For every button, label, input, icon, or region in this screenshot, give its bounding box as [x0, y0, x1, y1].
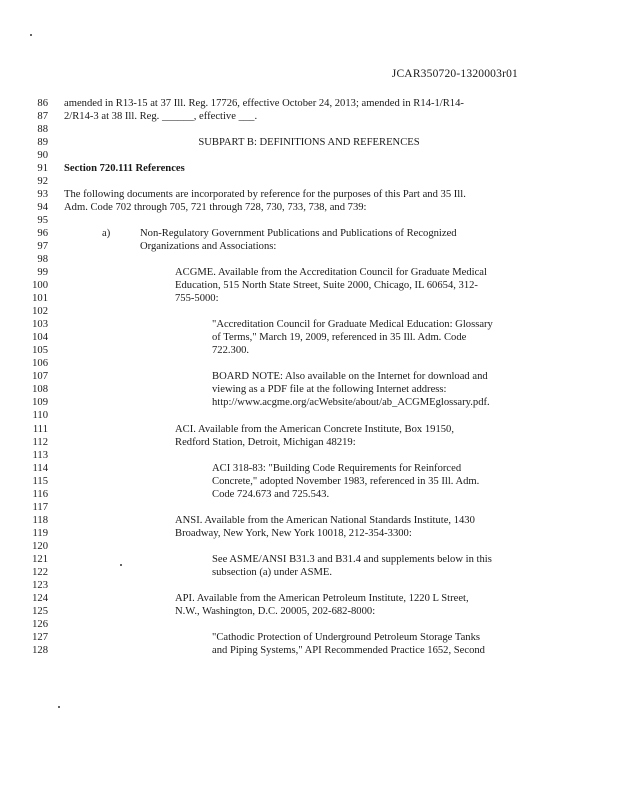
- document-line: [0, 580, 618, 593]
- line-text: Broadway, New York, New York 10018, 212-354-3300:: [175, 527, 412, 539]
- line-text: subsection (a) under ASME.: [212, 566, 333, 578]
- document-line: [0, 163, 618, 176]
- line-text: http://www.acgme.org/acWebsite/about/ab_ACGMEglossary.pdf.: [212, 397, 490, 409]
- document-line: [0, 554, 618, 567]
- line-text: Concrete," adopted November 1983, referenced in 35 Ill. Adm.: [212, 475, 480, 487]
- document-line: [0, 319, 618, 332]
- line-number: 106: [32, 358, 48, 370]
- speck-mark: [58, 706, 60, 708]
- document-line: [0, 98, 618, 111]
- document-line: [0, 463, 618, 476]
- document-line: [0, 111, 618, 124]
- document-line: [0, 502, 618, 515]
- document-line: [0, 645, 618, 658]
- line-number: 126: [32, 618, 48, 630]
- line-number: 101: [32, 293, 48, 305]
- line-text: of Terms," March 19, 2009, referenced in 35 Ill. Adm. Code: [212, 332, 467, 344]
- document-line: [0, 189, 618, 202]
- document-line: [0, 632, 618, 645]
- line-number: 94: [37, 202, 48, 214]
- document-line: [0, 384, 618, 397]
- line-number: 123: [32, 579, 48, 591]
- document-line: [0, 593, 618, 606]
- line-text: ANSI. Available from the American National Standards Institute, 1430: [175, 514, 475, 526]
- line-text: Adm. Code 702 through 705, 721 through 728, 730, 733, 738, and 739:: [64, 202, 367, 214]
- speck-mark: [120, 564, 122, 566]
- document-line: [0, 293, 618, 306]
- line-number: 90: [37, 150, 48, 162]
- line-text: amended in R13-15 at 37 Ill. Reg. 17726, effective October 24, 2013; amended in R14-1/R14-: [64, 98, 464, 109]
- line-number: 100: [32, 280, 48, 292]
- line-number: 93: [37, 189, 48, 201]
- subpart-heading: SUBPART B: DEFINITIONS AND REFERENCES: [198, 137, 420, 149]
- document-line: [0, 137, 618, 150]
- document-line: [0, 528, 618, 541]
- line-text: Organizations and Associations:: [140, 241, 277, 253]
- document-line: [0, 215, 618, 228]
- line-number: 108: [32, 384, 48, 396]
- document-line: [0, 489, 618, 502]
- line-text: and Piping Systems," API Recommended Practice 1652, Second: [212, 644, 485, 656]
- line-text: Non-Regulatory Government Publications and Publications of Recognized: [140, 228, 457, 240]
- document-line: [0, 567, 618, 580]
- speck-mark: [30, 34, 32, 36]
- line-number: 103: [32, 319, 48, 331]
- document-line: [0, 345, 618, 358]
- line-number: 112: [32, 436, 48, 448]
- document-line: [0, 150, 618, 163]
- document-line: [0, 306, 618, 319]
- line-text: viewing as a PDF file at the following Internet address:: [212, 384, 447, 396]
- document-line: [0, 437, 618, 450]
- line-number: 105: [32, 345, 48, 357]
- line-number: 125: [32, 605, 48, 617]
- document-line: [0, 606, 618, 619]
- line-number: 116: [32, 488, 48, 500]
- document-line: [0, 410, 618, 423]
- line-number: 114: [32, 462, 48, 474]
- document-line: [0, 228, 618, 241]
- line-number: 117: [32, 501, 48, 513]
- line-number: 92: [37, 176, 48, 188]
- line-text: Redford Station, Detroit, Michigan 48219:: [175, 436, 356, 448]
- document-line: [0, 541, 618, 554]
- line-number: 104: [32, 332, 48, 344]
- line-number: 110: [32, 410, 48, 422]
- line-text: ACI. Available from the American Concrete Institute, Box 19150,: [175, 423, 455, 435]
- line-number: 122: [32, 566, 48, 578]
- document-line: [0, 619, 618, 632]
- line-text: Code 724.673 and 725.543.: [212, 488, 330, 500]
- line-text: BOARD NOTE: Also available on the Internet for download and: [212, 371, 488, 383]
- document-line: [0, 515, 618, 528]
- line-text: ACI 318-83: "Building Code Requirements for Reinforced: [212, 462, 462, 474]
- document-line: [0, 397, 618, 410]
- line-number: 118: [32, 514, 48, 526]
- line-text: ACGME. Available from the Accreditation Council for Graduate Medical: [175, 267, 487, 279]
- line-text: 2/R14-3 at 38 Ill. Reg. ______, effective ___.: [64, 111, 258, 123]
- line-text: 755-5000:: [175, 293, 219, 305]
- line-number: 109: [32, 397, 48, 409]
- line-number: 121: [32, 553, 48, 565]
- line-number: 115: [32, 475, 48, 487]
- document-line: [0, 280, 618, 293]
- line-number: 119: [32, 527, 48, 539]
- document-line: [0, 202, 618, 215]
- line-number: 120: [32, 540, 48, 552]
- line-number: 102: [32, 306, 48, 318]
- line-text: N.W., Washington, D.C. 20005, 202-682-8000:: [175, 605, 376, 617]
- line-text: Education, 515 North State Street, Suite 2000, Chicago, IL 60654, 312-: [175, 280, 478, 292]
- line-number: 113: [32, 449, 48, 461]
- document-line: [0, 476, 618, 489]
- line-number: 124: [32, 592, 48, 604]
- line-number: 107: [32, 371, 48, 383]
- line-text: API. Available from the American Petroleum Institute, 1220 L Street,: [175, 592, 469, 604]
- line-number: 96: [37, 228, 48, 240]
- line-number: 99: [37, 267, 48, 279]
- line-number: 111: [32, 423, 48, 435]
- line-text: See ASME/ANSI B31.3 and B31.4 and supplements below in this: [212, 553, 492, 565]
- line-number: 128: [32, 644, 48, 656]
- line-text: "Cathodic Protection of Underground Petroleum Storage Tanks: [212, 631, 480, 643]
- line-text: 722.300.: [212, 345, 250, 357]
- document-line: [0, 124, 618, 137]
- document-line: [0, 358, 618, 371]
- line-number: 97: [37, 241, 48, 253]
- line-text: "Accreditation Council for Graduate Medical Education: Glossary: [212, 319, 493, 331]
- line-number: 95: [37, 215, 48, 227]
- document-line: [0, 267, 618, 280]
- line-number: 87: [37, 111, 48, 123]
- line-number: 86: [37, 98, 48, 109]
- section-heading: Section 720.111 References: [64, 163, 185, 175]
- document-line: [0, 371, 618, 384]
- document-line: [0, 424, 618, 437]
- line-number: 91: [37, 163, 48, 175]
- document-line: [0, 332, 618, 345]
- line-number: 88: [37, 124, 48, 136]
- document-line: [0, 450, 618, 463]
- subsection-marker: a): [102, 228, 111, 240]
- line-number: 98: [37, 254, 48, 266]
- line-number: 127: [32, 631, 48, 643]
- line-number: 89: [37, 137, 48, 149]
- document-line: [0, 176, 618, 189]
- document-id: JCAR350720-1320003r01: [391, 68, 518, 80]
- document-line: [0, 241, 618, 254]
- line-text: The following documents are incorporated by reference for the purposes of this Part and 35 Ill.: [64, 189, 466, 201]
- document-line: [0, 254, 618, 267]
